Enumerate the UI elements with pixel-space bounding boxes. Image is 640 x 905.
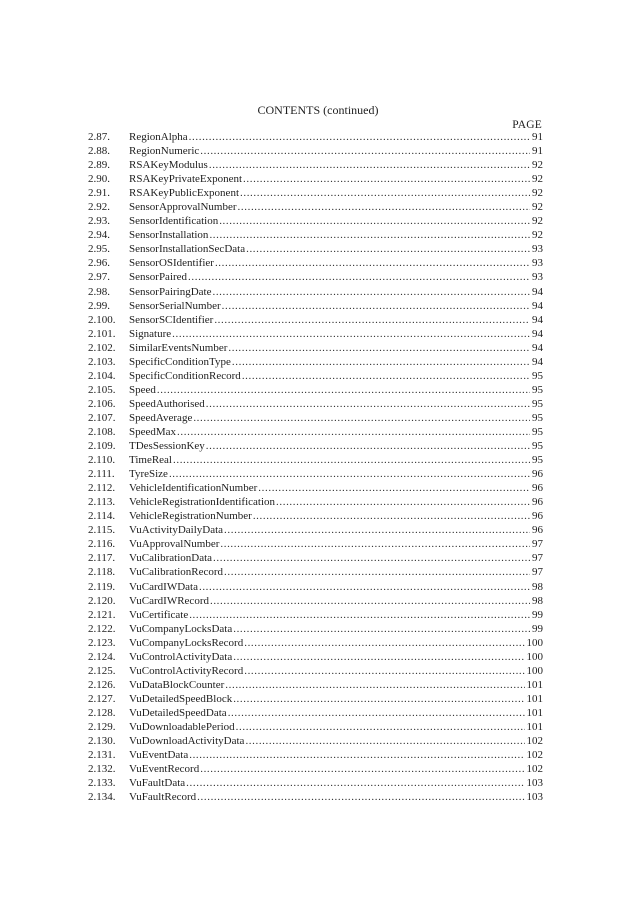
toc-entry-title: VuCompanyLocksRecord bbox=[129, 636, 244, 649]
toc-entry-number: 2.126. bbox=[88, 678, 116, 691]
toc-entry bbox=[88, 720, 543, 734]
dot-leader bbox=[225, 678, 524, 692]
toc-entry bbox=[88, 439, 543, 453]
toc-entry-page: 96 bbox=[532, 524, 543, 537]
toc-entry-number: 2.95. bbox=[88, 243, 110, 256]
dot-leader bbox=[173, 453, 530, 467]
toc-entry-page: 94 bbox=[532, 313, 543, 326]
dot-leader bbox=[220, 537, 530, 551]
dot-leader bbox=[232, 355, 530, 369]
toc-entry bbox=[88, 636, 543, 650]
toc-entry-page: 96 bbox=[532, 496, 543, 509]
dot-leader bbox=[253, 509, 530, 523]
toc-entry bbox=[88, 299, 543, 313]
toc-entry bbox=[88, 270, 543, 284]
toc-entry-number: 2.106. bbox=[88, 397, 116, 410]
dot-leader bbox=[224, 565, 530, 579]
dot-leader bbox=[276, 495, 530, 509]
toc-entry-title: VuControlActivityRecord bbox=[129, 664, 244, 677]
toc-entry-page: 92 bbox=[532, 187, 543, 200]
toc-entry bbox=[88, 383, 543, 397]
toc-entry-number: 2.122. bbox=[88, 622, 116, 635]
dot-leader bbox=[228, 341, 530, 355]
toc-entry-number: 2.113. bbox=[88, 496, 116, 509]
toc-entry bbox=[88, 650, 543, 664]
toc-entry bbox=[88, 776, 543, 790]
toc-entry-page: 103 bbox=[526, 777, 543, 790]
toc-entry-page: 92 bbox=[532, 229, 543, 242]
toc-entry-number: 2.100. bbox=[88, 313, 116, 326]
toc-entry-title: SensorInstallationSecData bbox=[129, 243, 246, 256]
dot-leader bbox=[177, 425, 530, 439]
dot-leader bbox=[258, 481, 530, 495]
toc-entry-page: 93 bbox=[532, 257, 543, 270]
toc-entry-title: VuApprovalNumber bbox=[129, 538, 220, 551]
toc-entry-number: 2.134. bbox=[88, 791, 116, 804]
dot-leader bbox=[240, 186, 530, 200]
toc-entry bbox=[88, 678, 543, 692]
toc-entry bbox=[88, 397, 543, 411]
toc-entry-number: 2.120. bbox=[88, 594, 116, 607]
dot-leader bbox=[206, 397, 530, 411]
dot-leader bbox=[219, 214, 530, 228]
toc-entry-title: RegionAlpha bbox=[129, 131, 188, 143]
toc-entry-page: 100 bbox=[526, 636, 543, 649]
toc-entry-number: 2.116. bbox=[88, 538, 116, 551]
toc-entry-title: SensorOSIdentifier bbox=[129, 257, 214, 270]
toc-entry-number: 2.88. bbox=[88, 145, 110, 158]
toc-entry-page: 98 bbox=[532, 580, 543, 593]
toc-entry-page: 96 bbox=[532, 482, 543, 495]
toc-entry-title: VuDownloadablePeriod bbox=[129, 720, 235, 733]
toc-entry bbox=[88, 481, 543, 495]
dot-leader bbox=[188, 270, 530, 284]
dot-leader bbox=[212, 285, 530, 299]
toc-entry-page: 95 bbox=[532, 440, 543, 453]
toc-entry-page: 100 bbox=[526, 664, 543, 677]
toc-entry bbox=[88, 551, 543, 565]
toc-entry-number: 2.90. bbox=[88, 173, 110, 186]
dot-leader bbox=[246, 242, 530, 256]
toc-entry-number: 2.125. bbox=[88, 664, 116, 677]
toc-entry-page: 103 bbox=[526, 791, 543, 804]
toc-entry-number: 2.130. bbox=[88, 735, 116, 748]
dot-leader bbox=[244, 664, 524, 678]
toc-entry bbox=[88, 608, 543, 622]
toc-entry bbox=[88, 762, 543, 776]
toc-entry-page: 99 bbox=[532, 622, 543, 635]
toc-entry bbox=[88, 537, 543, 551]
dot-leader bbox=[244, 636, 524, 650]
toc-entry bbox=[88, 200, 543, 214]
toc-entry-number: 2.115. bbox=[88, 524, 116, 537]
toc-entry-page: 93 bbox=[532, 243, 543, 256]
toc-entry-number: 2.127. bbox=[88, 692, 116, 705]
toc-entry-title: VuCertificate bbox=[129, 608, 189, 621]
toc-entry-number: 2.123. bbox=[88, 636, 116, 649]
toc-entry-title: VuDownloadActivityData bbox=[129, 735, 245, 748]
dot-leader bbox=[193, 411, 530, 425]
dot-leader bbox=[209, 158, 530, 172]
toc-entry-page: 101 bbox=[526, 706, 543, 719]
toc-entry-title: SimilarEventsNumber bbox=[129, 341, 228, 354]
toc-entry-title: SpeedAverage bbox=[129, 411, 193, 424]
toc-entry-page: 101 bbox=[526, 692, 543, 705]
toc-entry-page: 95 bbox=[532, 397, 543, 410]
toc-entry-title: VuActivityDailyData bbox=[129, 524, 224, 537]
dot-leader bbox=[233, 650, 524, 664]
toc-entry-number: 2.114. bbox=[88, 510, 116, 523]
toc-entry bbox=[88, 355, 543, 369]
toc-entry bbox=[88, 748, 543, 762]
toc-entry-title: SensorApprovalNumber bbox=[129, 201, 237, 214]
toc-entry-title: Speed bbox=[129, 383, 156, 396]
toc-entry bbox=[88, 734, 543, 748]
dot-leader bbox=[228, 706, 525, 720]
toc-entry-page: 100 bbox=[526, 650, 543, 663]
toc-entry bbox=[88, 509, 543, 523]
toc-entry bbox=[88, 214, 543, 228]
dot-leader bbox=[200, 762, 524, 776]
toc-entry-page: 94 bbox=[532, 341, 543, 354]
toc-entry-title: RSAKeyPublicExponent bbox=[129, 187, 239, 200]
toc-entry-title: RSAKeyModulus bbox=[129, 159, 208, 172]
toc-entry-number: 2.110. bbox=[88, 454, 116, 467]
toc-entry-page: 97 bbox=[532, 538, 543, 551]
toc-entry-number: 2.111. bbox=[88, 468, 115, 481]
toc-entry-number: 2.94. bbox=[88, 229, 110, 242]
dot-leader bbox=[215, 256, 530, 270]
dot-leader bbox=[214, 313, 530, 327]
toc-entry bbox=[88, 242, 543, 256]
toc-entry bbox=[88, 622, 543, 636]
toc-entry-title: VuEventRecord bbox=[129, 763, 200, 776]
toc-entry bbox=[88, 495, 543, 509]
toc-entry-page: 96 bbox=[532, 510, 543, 523]
dot-leader bbox=[169, 467, 530, 481]
toc-entry bbox=[88, 158, 543, 172]
toc-entry-title: Signature bbox=[129, 327, 172, 340]
toc-entry-page: 101 bbox=[526, 720, 543, 733]
toc-entry-number: 2.96. bbox=[88, 257, 110, 270]
toc-entry-title: VuFaultRecord bbox=[129, 791, 197, 804]
toc-entry-number: 2.91. bbox=[88, 187, 110, 200]
toc-entry bbox=[88, 790, 543, 804]
toc-entry-number: 2.97. bbox=[88, 271, 110, 284]
toc-entry bbox=[88, 228, 543, 242]
toc-entry-number: 2.119. bbox=[88, 580, 116, 593]
toc-entry-page: 92 bbox=[532, 201, 543, 214]
toc-entry bbox=[88, 692, 543, 706]
toc-entry-number: 2.107. bbox=[88, 411, 116, 424]
dot-leader bbox=[222, 299, 530, 313]
toc-entry-number: 2.101. bbox=[88, 327, 116, 340]
toc-entry bbox=[88, 144, 543, 158]
toc-entry-page: 97 bbox=[532, 566, 543, 579]
dot-leader bbox=[245, 734, 524, 748]
toc-entry-page: 102 bbox=[526, 763, 543, 776]
toc-entry-title: SpeedAuthorised bbox=[129, 397, 205, 410]
dot-leader bbox=[210, 594, 530, 608]
dot-leader bbox=[242, 369, 530, 383]
toc-entry-number: 2.93. bbox=[88, 215, 110, 228]
dot-leader bbox=[186, 776, 524, 790]
toc-entry-number: 2.87. bbox=[88, 131, 110, 143]
toc-entry-title: VuDetailedSpeedData bbox=[129, 706, 227, 719]
toc-entry-number: 2.132. bbox=[88, 763, 116, 776]
dot-leader bbox=[200, 144, 530, 158]
toc-entry-title: VehicleRegistrationIdentification bbox=[129, 496, 276, 509]
toc-entry-title: VuCompanyLocksData bbox=[129, 622, 233, 635]
toc-entry bbox=[88, 313, 543, 327]
dot-leader bbox=[189, 608, 530, 622]
toc-entry bbox=[88, 565, 543, 579]
toc-entry-number: 2.112. bbox=[88, 482, 116, 495]
toc-list bbox=[88, 130, 543, 804]
toc-entry-page: 95 bbox=[532, 454, 543, 467]
toc-entry-page: 99 bbox=[532, 608, 543, 621]
toc-entry bbox=[88, 172, 543, 186]
toc-entry-page: 102 bbox=[526, 735, 543, 748]
dot-leader bbox=[189, 130, 530, 144]
toc-entry-title: SensorSerialNumber bbox=[129, 299, 221, 312]
toc-entry-number: 2.124. bbox=[88, 650, 116, 663]
toc-entry bbox=[88, 369, 543, 383]
toc-entry-page: 94 bbox=[532, 355, 543, 368]
toc-entry-title: VuCalibrationRecord bbox=[129, 566, 224, 579]
toc-entry-number: 2.104. bbox=[88, 369, 116, 382]
toc-entry bbox=[88, 706, 543, 720]
toc-entry-page: 98 bbox=[532, 594, 543, 607]
toc-entry-number: 2.118. bbox=[88, 566, 116, 579]
dot-leader bbox=[197, 790, 524, 804]
toc-entry bbox=[88, 425, 543, 439]
toc-entry bbox=[88, 130, 543, 144]
toc-entry-page: 97 bbox=[532, 552, 543, 565]
toc-entry bbox=[88, 453, 543, 467]
toc-entry bbox=[88, 411, 543, 425]
dot-leader bbox=[157, 383, 530, 397]
toc-entry-title: VuCardIWRecord bbox=[129, 594, 209, 607]
toc-entry-number: 2.131. bbox=[88, 749, 116, 762]
toc-entry bbox=[88, 327, 543, 341]
toc-entry-page: 94 bbox=[532, 285, 543, 298]
dot-leader bbox=[172, 327, 530, 341]
toc-entry-title: SensorPairingDate bbox=[129, 285, 212, 298]
toc-entry-number: 2.92. bbox=[88, 201, 110, 214]
toc-entry-number: 2.103. bbox=[88, 355, 116, 368]
toc-entry bbox=[88, 341, 543, 355]
toc-entry-page: 91 bbox=[532, 145, 543, 158]
toc-entry-number: 2.99. bbox=[88, 299, 110, 312]
dot-leader bbox=[233, 692, 524, 706]
toc-entry-title: VuDataBlockCounter bbox=[129, 678, 225, 691]
page-column-header: PAGE bbox=[512, 119, 542, 131]
dot-leader bbox=[213, 551, 530, 565]
dot-leader bbox=[189, 748, 524, 762]
toc-entry-number: 2.102. bbox=[88, 341, 116, 354]
toc-entry-number: 2.89. bbox=[88, 159, 110, 172]
toc-entry-title: SpecificConditionType bbox=[129, 355, 231, 368]
toc-entry-title: VuControlActivityData bbox=[129, 650, 233, 663]
toc-entry bbox=[88, 523, 543, 537]
toc-entry-title: SpecificConditionRecord bbox=[129, 369, 241, 382]
toc-entry-number: 2.117. bbox=[88, 552, 116, 565]
toc-entry-title: VehicleRegistrationNumber bbox=[129, 510, 252, 523]
toc-entry-title: RegionNumeric bbox=[129, 145, 200, 158]
toc-entry-page: 96 bbox=[532, 468, 543, 481]
toc-entry-page: 92 bbox=[532, 215, 543, 228]
toc-entry-title: SensorSCIdentifier bbox=[129, 313, 214, 326]
toc-entry bbox=[88, 467, 543, 481]
toc-entry-number: 2.121. bbox=[88, 608, 116, 621]
toc-entry-page: 95 bbox=[532, 425, 543, 438]
toc-entry-page: 92 bbox=[532, 173, 543, 186]
toc-entry-title: VuFaultData bbox=[129, 777, 186, 790]
toc-entry-number: 2.129. bbox=[88, 720, 116, 733]
contents-title: CONTENTS (continued) bbox=[257, 103, 379, 117]
toc-entry-number: 2.98. bbox=[88, 285, 110, 298]
dot-leader bbox=[206, 439, 530, 453]
dot-leader bbox=[209, 228, 530, 242]
dot-leader bbox=[243, 172, 530, 186]
toc-entry-page: 101 bbox=[526, 678, 543, 691]
toc-entry-page: 93 bbox=[532, 271, 543, 284]
toc-entry-number: 2.105. bbox=[88, 383, 116, 396]
toc-entry bbox=[88, 594, 543, 608]
toc-entry-number: 2.133. bbox=[88, 777, 116, 790]
toc-entry bbox=[88, 664, 543, 678]
toc-entry-title: VuDetailedSpeedBlock bbox=[129, 692, 233, 705]
dot-leader bbox=[233, 622, 530, 636]
toc-entry-title: SensorPaired bbox=[129, 271, 188, 284]
toc-entry-number: 2.128. bbox=[88, 706, 116, 719]
toc-entry-page: 95 bbox=[532, 383, 543, 396]
toc-entry-title: VuCardIWData bbox=[129, 580, 198, 593]
toc-entry-title: VuCalibrationData bbox=[129, 552, 213, 565]
toc-entry-title: VehicleIdentificationNumber bbox=[129, 482, 258, 495]
toc-entry bbox=[88, 285, 543, 299]
toc-entry-title: TimeReal bbox=[129, 454, 172, 467]
toc-entry-page: 92 bbox=[532, 159, 543, 172]
dot-leader bbox=[199, 580, 530, 594]
toc-entry-number: 2.109. bbox=[88, 440, 116, 453]
toc-entry-page: 94 bbox=[532, 299, 543, 312]
toc-entry-title: SpeedMax bbox=[129, 425, 177, 438]
toc-entry-title: VuEventData bbox=[129, 749, 189, 762]
toc-entry-page: 91 bbox=[532, 131, 543, 143]
toc-entry-page: 95 bbox=[532, 411, 543, 424]
toc-entry bbox=[88, 256, 543, 270]
toc-entry-title: SensorInstallation bbox=[129, 229, 209, 242]
toc-entry-title: SensorIdentification bbox=[129, 215, 219, 228]
toc-entry-page: 102 bbox=[526, 749, 543, 762]
toc-entry-title: TyreSize bbox=[129, 468, 168, 481]
toc-entry bbox=[88, 580, 543, 594]
toc-entry-number: 2.108. bbox=[88, 425, 116, 438]
toc-entry bbox=[88, 186, 543, 200]
dot-leader bbox=[236, 720, 525, 734]
toc-entry-page: 95 bbox=[532, 369, 543, 382]
toc-entry-title: TDesSessionKey bbox=[129, 440, 205, 453]
toc-entry-title: RSAKeyPrivateExponent bbox=[129, 173, 243, 186]
dot-leader bbox=[224, 523, 530, 537]
toc-entry-page: 94 bbox=[532, 327, 543, 340]
dot-leader bbox=[238, 200, 530, 214]
